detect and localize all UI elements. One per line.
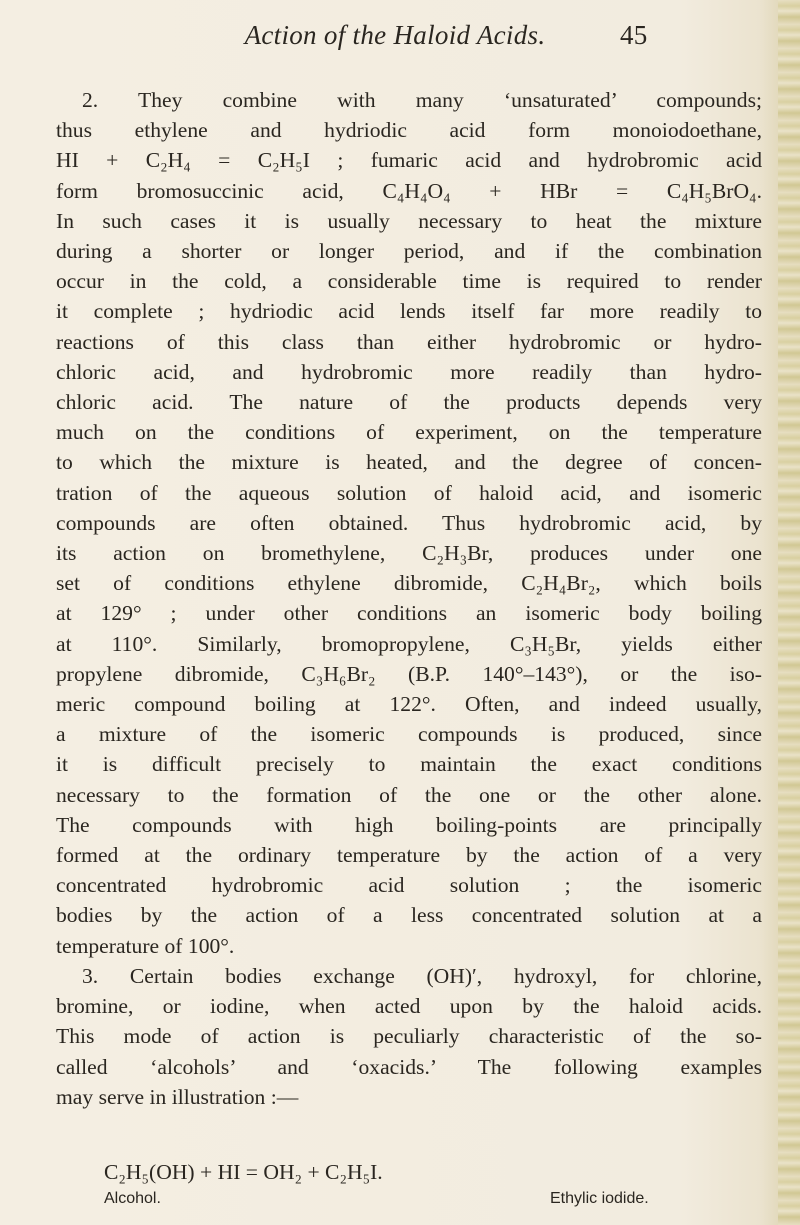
text-line: may serve in illustration :— — [56, 1084, 299, 1109]
text-line: The compounds with high boiling-points are principally — [56, 812, 762, 837]
text-line: form bromosuccinic acid, C₄H₄O₄ + HBr = C₄H₅BrO₄. — [56, 178, 762, 203]
text-line: occur in the cold, a considerable time is required to render — [56, 269, 762, 294]
text-line: formed at the ordinary temperature by the action of a very — [56, 843, 762, 868]
text-line: thus ethylene and hydriodic acid form monoiodoethane, — [56, 118, 762, 143]
text-line: HI + C₂H₄ = C₂H₅I ; fumaric acid and hydrobromic acid — [56, 148, 762, 173]
running-header — [0, 20, 790, 51]
text-line: at 129° ; under other conditions an isomeric body boiling — [56, 601, 762, 626]
text-line: reactions of this class than either hydrobromic or hydro- — [56, 329, 762, 354]
text-line: called ‘alcohols’ and ‘oxacids.’ The following examples — [56, 1054, 762, 1079]
text-line: during a shorter or longer period, and if the combination — [56, 239, 762, 264]
text-line: 3. Certain bodies exchange (OH)′, hydroxyl, for chlorine, — [82, 963, 762, 988]
label-ethylic-iodide: Ethylic iodide. — [550, 1190, 649, 1207]
text-line: concentrated hydrobromic acid solution ; the isomeric — [56, 873, 762, 898]
equation-labels — [104, 1190, 664, 1212]
text-line: much on the conditions of experiment, on the temperature — [56, 420, 762, 445]
text-line: bodies by the action of a less concentrated solution at a — [56, 903, 762, 928]
text-line: it complete ; hydriodic acid lends itself far more readily to — [56, 299, 762, 324]
page-edge — [778, 0, 800, 1225]
text-line: This mode of action is peculiarly characteristic of the so- — [56, 1024, 762, 1049]
text-line: temperature of 100°. — [56, 933, 235, 958]
text-line: 2. They combine with many ‘unsaturated’ compounds; — [82, 88, 762, 112]
text-line: propylene dibromide, C₃H₆Br₂ (B.P. 140°–143°), or the iso- — [56, 661, 762, 686]
chemical-equation: C₂H₅(OH) + HI = OH₂ + C₂H₅I. — [104, 1160, 383, 1184]
body-text — [56, 85, 762, 1112]
chapter-title: Action of the Haloid Acids. — [244, 20, 546, 50]
text-line: chloric acid. The nature of the products depends very — [56, 390, 762, 415]
text-line: a mixture of the isomeric compounds is produced, since — [56, 722, 762, 747]
text-line: set of conditions ethylene dibromide, C₂H₄Br₂, which boils — [56, 571, 762, 596]
label-alcohol: Alcohol. — [104, 1190, 161, 1207]
text-line: meric compound boiling at 122°. Often, and indeed usually, — [56, 692, 762, 717]
text-line: compounds are often obtained. Thus hydrobromic acid, by — [56, 510, 762, 535]
text-line: it is difficult precisely to maintain the exact conditions — [56, 752, 762, 777]
text-line: to which the mixture is heated, and the degree of concen- — [56, 450, 762, 475]
text-line: its action on bromethylene, C₂H₃Br, produces under one — [56, 541, 762, 566]
text-line: at 110°. Similarly, bromopropylene, C₃H₅Br, yields either — [56, 631, 762, 656]
text-line: chloric acid, and hydrobromic more readily than hydro- — [56, 359, 762, 384]
text-line: In such cases it is usually necessary to heat the mixture — [56, 208, 762, 233]
text-line: tration of the aqueous solution of haloid acid, and isomeric — [56, 480, 762, 505]
text-line: bromine, or iodine, when acted upon by the haloid acids. — [56, 994, 762, 1019]
text-line: necessary to the formation of the one or the other alone. — [56, 782, 762, 807]
page-number: 45 — [620, 20, 648, 50]
